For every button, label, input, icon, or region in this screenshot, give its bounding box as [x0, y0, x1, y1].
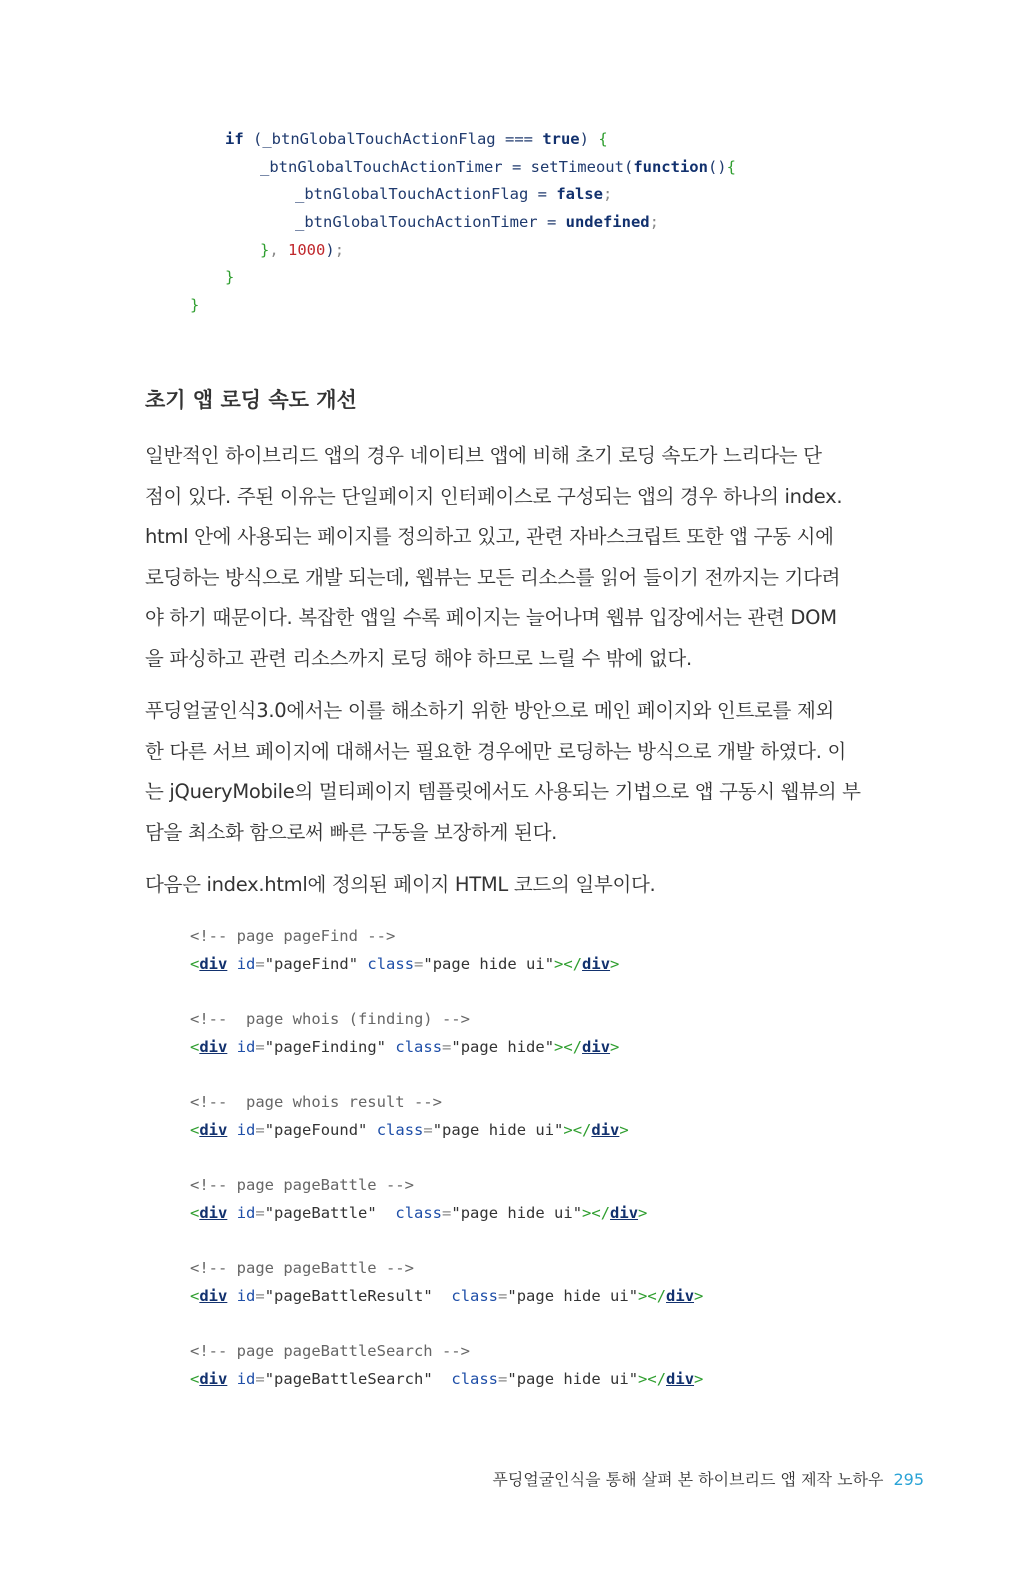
code-token: "pageBattle": [264, 1203, 377, 1222]
page-footer: [492, 1467, 924, 1490]
code-token: =: [537, 185, 557, 204]
code-token: "page hide ui": [507, 1370, 639, 1388]
code-token: class: [451, 1286, 499, 1305]
code-token: [227, 1121, 236, 1139]
code-token: "pageFinding": [264, 1037, 387, 1056]
paragraph-3: [145, 865, 885, 906]
paragraph-line: 한 다른 서브 페이지에 대해서는 필요한 경우에만 로딩하는 방식으로 개발 하였다. 이: [145, 739, 847, 763]
code-token: >: [694, 1370, 704, 1388]
code-token: }: [260, 240, 270, 259]
code-block-settimeout: [190, 126, 736, 320]
code-token: id: [236, 1286, 256, 1305]
code-token: true: [542, 130, 580, 148]
paragraph-line: html 안에 사용되는 페이지를 정의하고 있고, 관련 자바스크립트 또한 앱 구동 시에: [145, 525, 834, 548]
code-line: [190, 181, 736, 209]
code-token: =: [442, 1037, 452, 1056]
code-token: <: [190, 1370, 200, 1388]
code-token: }: [190, 296, 200, 315]
code-token: div: [582, 954, 611, 973]
code-line: [190, 264, 736, 292]
paragraph-line: 담을 최소화 함으로써 빠른 구동을 보장하게 된다.: [145, 820, 558, 844]
div-element-line: [190, 1200, 703, 1228]
code-token: ===: [504, 130, 543, 148]
paragraph-line: 점이 있다. 주된 이유는 단일페이지 인터페이스로 구성되는 앱의 경우 하나의 index.: [145, 484, 843, 508]
book-title: 푸딩얼굴인식을 통해 살펴 본 하이브리드 앱 제작 노하우: [492, 1470, 884, 1489]
code-token: id: [236, 1120, 256, 1139]
code-token: div: [199, 1037, 228, 1056]
section-heading: 초기 앱 로딩 속도 개선: [145, 388, 357, 412]
blank-line: [190, 1061, 703, 1089]
code-token: [358, 955, 367, 973]
code-token: [227, 1038, 236, 1056]
code-token: _btnGlobalTouchActionTimer: [260, 157, 512, 176]
code-token: function: [633, 157, 708, 176]
code-token: ></: [554, 1037, 583, 1056]
code-token: class: [367, 954, 415, 973]
paragraph-1: [145, 436, 885, 679]
code-token: >: [619, 1120, 629, 1139]
code-token: =: [498, 1370, 508, 1388]
code-token: id: [236, 1203, 256, 1222]
html-comment: <!-- page pageBattleSearch -->: [190, 1342, 470, 1361]
code-token: 1000: [288, 240, 326, 259]
div-element-line: [190, 951, 703, 979]
code-token: div: [591, 1120, 620, 1139]
code-token: ></: [554, 954, 583, 973]
code-token: <: [190, 1203, 200, 1222]
code-token: div: [199, 954, 228, 973]
code-token: [367, 1121, 376, 1139]
code-token: =: [255, 1370, 265, 1388]
code-token: =: [255, 954, 265, 973]
code-token: [386, 1038, 395, 1056]
paragraph-line: 야 하기 때문이다. 복잡한 앱일 수록 페이지는 늘어나며 웹뷰 입장에서는 관련 DOM: [145, 606, 837, 629]
code-token: {: [598, 130, 608, 148]
code-line: [190, 209, 736, 237]
code-token: id: [236, 1370, 256, 1388]
div-element-line: [190, 1366, 703, 1394]
paragraph-line: 을 파싱하고 관련 리소스까지 로딩 해야 하므로 느릴 수 밖에 없다.: [145, 646, 692, 670]
blank-line: [190, 1311, 703, 1339]
code-token: class: [451, 1370, 499, 1388]
code-token: [227, 1370, 236, 1388]
div-element-line: [190, 1283, 703, 1311]
code-token: =: [511, 157, 531, 176]
code-token: <: [190, 1120, 200, 1139]
code-token: false: [556, 185, 603, 204]
div-element-line: [190, 1117, 703, 1145]
code-token: ;: [334, 240, 345, 259]
code-token: class: [376, 1120, 424, 1139]
code-token: [227, 1204, 236, 1222]
code-token: ,: [269, 240, 289, 259]
code-token: "pageBattleResult": [264, 1286, 433, 1305]
blank-line: [190, 1145, 703, 1173]
paragraph-line: 일반적인 하이브리드 앱의 경우 네이티브 앱에 비해 초기 로딩 속도가 느리다는 단: [145, 444, 822, 467]
code-token: div: [582, 1037, 611, 1056]
code-token: _btnGlobalTouchActionFlag: [262, 130, 505, 148]
code-token: _btnGlobalTouchActionFlag: [295, 185, 538, 204]
code-token: =: [442, 1203, 452, 1222]
code-token: (): [707, 157, 727, 176]
code-token: setTimeout: [530, 157, 624, 176]
code-line: [190, 237, 736, 265]
code-token: ;: [649, 213, 659, 232]
code-token: "pageBattleSearch": [264, 1370, 433, 1388]
code-token: ): [325, 240, 335, 259]
html-comment: <!-- page pageFind -->: [190, 927, 396, 945]
code-token: =: [255, 1286, 265, 1305]
code-token: >: [610, 1037, 620, 1056]
code-token: id: [236, 1037, 256, 1056]
code-line: [190, 154, 736, 182]
code-token: >: [694, 1286, 704, 1305]
paragraph-line: 로딩하는 방식으로 개발 되는데, 웹뷰는 모든 리소스를 읽어 들이기 전까지는 기다려: [145, 565, 841, 589]
code-token: "page hide ui": [423, 954, 555, 973]
paragraph-line: 푸딩얼굴인식3.0에서는 이를 해소하기 위한 방안으로 메인 페이지와 인트로를 제외: [145, 699, 835, 722]
code-token: div: [666, 1370, 695, 1388]
code-token: class: [395, 1203, 443, 1222]
blank-line: [190, 978, 703, 1006]
code-token: =: [423, 1120, 433, 1139]
html-comment: <!-- page whois (finding) -->: [190, 1010, 470, 1029]
page-number: 295: [893, 1470, 924, 1489]
code-token: >: [638, 1203, 648, 1222]
code-line: [190, 126, 736, 154]
html-comment: <!-- page pageBattle -->: [190, 1259, 414, 1278]
code-token: ></: [638, 1286, 667, 1305]
code-token: [433, 1287, 452, 1305]
paragraph-3-text: 다음은 index.html에 정의된 페이지 HTML 코드의 일부이다.: [145, 873, 656, 896]
code-token: ): [579, 130, 599, 148]
code-token: div: [199, 1286, 228, 1305]
code-token: "page hide ui": [451, 1203, 583, 1222]
code-token: "page hide": [451, 1037, 555, 1056]
code-token: }: [225, 268, 235, 287]
code-token: [377, 1204, 396, 1222]
code-token: ;: [602, 185, 613, 204]
code-token: >: [610, 954, 620, 973]
code-token: <: [190, 1286, 200, 1305]
code-token: =: [546, 213, 566, 232]
code-token: "pageFound": [264, 1120, 368, 1139]
code-token: if: [225, 130, 244, 148]
code-token: div: [199, 1120, 228, 1139]
code-token: ></: [638, 1370, 667, 1388]
code-token: (: [243, 130, 263, 148]
code-token: =: [255, 1120, 265, 1139]
code-block-page-divs: [190, 923, 703, 1394]
code-token: div: [199, 1203, 228, 1222]
code-token: "page hide ui": [432, 1120, 564, 1139]
code-token: [227, 955, 236, 973]
code-token: =: [255, 1203, 265, 1222]
code-token: <: [190, 1037, 200, 1056]
code-token: [433, 1370, 452, 1388]
code-token: <: [190, 954, 200, 973]
code-token: undefined: [565, 213, 650, 232]
paragraph-2: [145, 691, 885, 853]
code-token: div: [666, 1286, 695, 1305]
blank-line: [190, 1228, 703, 1256]
paragraph-line: 는 jQueryMobile의 멀티페이지 템플릿에서도 사용되는 기법으로 앱 구동시 웹뷰의 부: [145, 780, 861, 803]
code-token: class: [395, 1037, 443, 1056]
code-token: =: [414, 954, 424, 973]
code-token: (: [623, 157, 634, 176]
code-token: id: [236, 954, 256, 973]
code-token: ></: [582, 1203, 611, 1222]
code-token: =: [498, 1286, 508, 1305]
code-token: =: [255, 1037, 265, 1056]
html-comment: <!-- page whois result -->: [190, 1093, 442, 1112]
code-token: div: [199, 1370, 228, 1388]
code-token: "page hide ui": [507, 1286, 639, 1305]
div-element-line: [190, 1034, 703, 1062]
html-comment: <!-- page pageBattle -->: [190, 1176, 414, 1195]
code-token: "pageFind": [264, 954, 359, 973]
code-token: {: [726, 157, 736, 176]
code-token: ></: [563, 1120, 592, 1139]
code-token: [227, 1287, 236, 1305]
code-line: [190, 292, 736, 320]
code-token: _btnGlobalTouchActionTimer: [295, 213, 547, 232]
code-token: div: [610, 1203, 639, 1222]
